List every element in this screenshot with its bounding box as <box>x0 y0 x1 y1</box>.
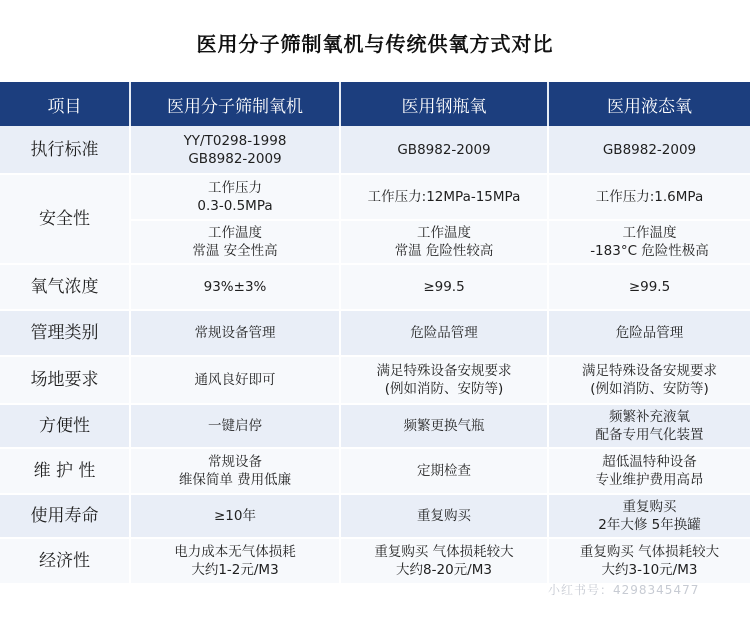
row-label: 安全性 <box>0 174 130 264</box>
table-cell <box>130 448 340 494</box>
cell-text: 满足特殊设备安规要求 <box>582 363 717 379</box>
table-cell <box>130 356 340 404</box>
table-cell <box>548 448 750 494</box>
cell-text: 大约1-2元/M3 <box>191 562 279 578</box>
cell-text: 重复购买 <box>622 499 677 515</box>
table-cell <box>130 538 340 584</box>
table-row <box>0 538 750 584</box>
cell-text: 工作温度 <box>417 225 471 241</box>
cell-text: 常温 安全性高 <box>192 243 278 259</box>
cell-text: ≥99.5 <box>628 279 671 295</box>
cell-text: GB8982-2009 <box>397 141 491 158</box>
table-cell <box>548 356 750 404</box>
cell-text: 大约8-20元/M3 <box>396 562 492 578</box>
cell-text: 工作压力:1.6MPa <box>595 189 704 205</box>
cell-text: 配备专用气化装置 <box>595 427 704 443</box>
cell-text: 维保简单 费用低廉 <box>178 472 292 488</box>
cell-text: 常规设备管理 <box>194 325 276 341</box>
cell-text: 2年大修 5年换罐 <box>598 517 701 533</box>
cell-text: 通风良好即可 <box>194 372 276 388</box>
comparison-table <box>0 82 750 585</box>
table-row <box>0 174 750 220</box>
cell-text: 危险品管理 <box>410 325 478 341</box>
cell-text: 重复购买 <box>417 508 471 524</box>
row-label: 氧气浓度 <box>0 264 130 310</box>
cell-text: (例如消防、安防等) <box>384 381 504 397</box>
cell-text: 定期检查 <box>417 463 471 479</box>
cell-text: 重复购买 气体损耗较大 <box>579 544 720 560</box>
table-row <box>0 310 750 356</box>
cell-text: ≥10年 <box>214 508 256 524</box>
table-cell <box>340 220 548 264</box>
row-label: 使用寿命 <box>0 494 130 538</box>
cell-text: 频繁更换气瓶 <box>403 418 485 434</box>
table-cell <box>340 174 548 220</box>
cell-text: ≥99.5 <box>423 279 465 295</box>
table-row <box>0 126 750 174</box>
cell-text: 重复购买 气体损耗较大 <box>374 544 514 560</box>
table-cell <box>340 494 548 538</box>
table-cell <box>130 404 340 448</box>
table-cell <box>548 126 750 174</box>
cell-text: 常温 危险性较高 <box>394 243 494 259</box>
cell-text: 工作压力 <box>208 180 262 196</box>
header-steel-cylinder: 医用钢瓶氧 <box>340 82 548 126</box>
table-cell <box>130 310 340 356</box>
table-cell <box>130 494 340 538</box>
table-row <box>0 494 750 538</box>
table-row <box>0 264 750 310</box>
cell-text: 一键启停 <box>208 418 262 434</box>
table-cell <box>340 448 548 494</box>
table-cell <box>340 538 548 584</box>
cell-text: 工作温度 <box>622 225 677 241</box>
table-cell <box>340 356 548 404</box>
header-item: 项目 <box>0 82 130 126</box>
table-cell <box>340 264 548 310</box>
row-label: 管理类别 <box>0 310 130 356</box>
cell-text: 0.3-0.5MPa <box>197 198 273 214</box>
cell-text: 大约3-10元/M3 <box>601 562 698 578</box>
table-cell <box>548 264 750 310</box>
table-cell <box>340 310 548 356</box>
table-cell <box>340 404 548 448</box>
cell-text: 工作温度 <box>208 225 262 241</box>
cell-text: 满足特殊设备安规要求 <box>376 363 512 379</box>
cell-text: 危险品管理 <box>615 325 684 341</box>
table-row <box>0 448 750 494</box>
row-label: 场地要求 <box>0 356 130 404</box>
cell-text: 常规设备 <box>208 454 262 470</box>
page-title: 医用分子筛制氧机与传统供氧方式对比 <box>196 32 554 56</box>
cell-text: 93%±3% <box>203 279 267 295</box>
cell-text: GB8982-2009 <box>188 150 282 167</box>
cell-text: GB8982-2009 <box>602 141 697 158</box>
table-cell <box>130 220 340 264</box>
row-label: 执行标准 <box>0 126 130 174</box>
cell-text: 频繁补充液氧 <box>609 409 690 425</box>
table-cell <box>548 404 750 448</box>
table-row <box>0 404 750 448</box>
table-cell <box>548 220 750 264</box>
cell-text: 工作压力:12MPa-15MPa <box>367 189 521 205</box>
table-cell <box>548 494 750 538</box>
watermark-text: 小红书号：4298345477 <box>548 583 700 597</box>
row-label: 方便性 <box>0 404 130 448</box>
cell-text: -183°C 危险性极高 <box>590 243 709 259</box>
cell-text: 专业维护费用高昂 <box>595 472 704 488</box>
cell-text: YY/T0298-1998 <box>183 132 287 149</box>
cell-text: 超低温特种设备 <box>602 454 697 470</box>
table-cell <box>130 126 340 174</box>
table-row <box>0 356 750 404</box>
header-molecular-sieve: 医用分子筛制氧机 <box>130 82 340 126</box>
table-cell <box>548 174 750 220</box>
table-cell <box>340 126 548 174</box>
cell-text: 电力成本无气体损耗 <box>174 544 296 560</box>
cell-text: (例如消防、安防等) <box>590 381 709 397</box>
table-cell <box>548 310 750 356</box>
row-label: 维 护 性 <box>0 448 130 494</box>
header-liquid-oxygen: 医用液态氧 <box>548 82 750 126</box>
table-cell <box>548 538 750 584</box>
row-label: 经济性 <box>0 538 130 584</box>
table-cell <box>130 174 340 220</box>
table-header-row <box>0 82 750 126</box>
table-cell <box>130 264 340 310</box>
